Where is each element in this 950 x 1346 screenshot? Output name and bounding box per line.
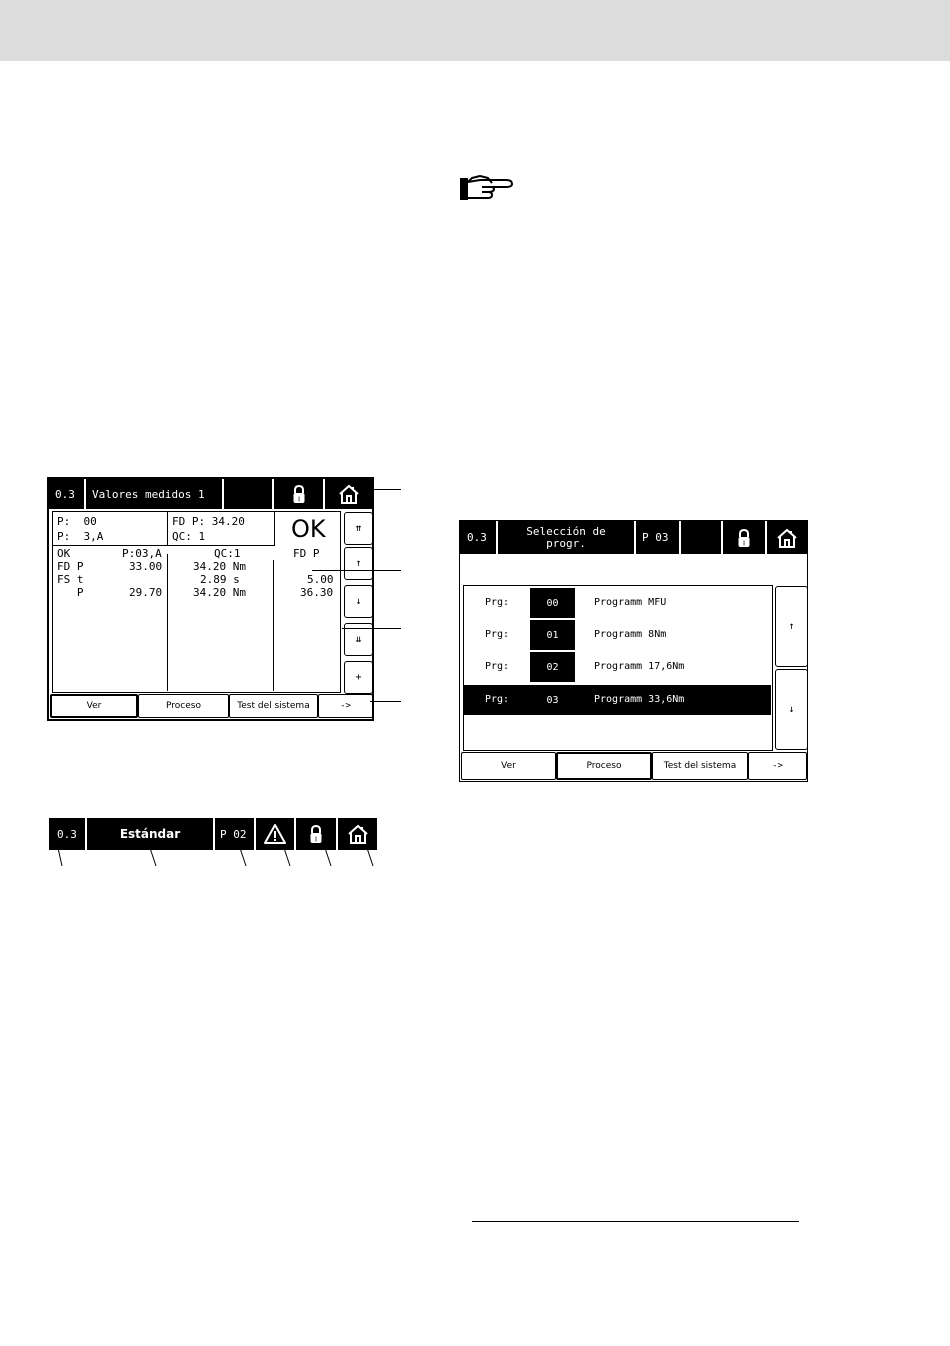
row-value: 36.30 — [300, 586, 334, 599]
tab-next[interactable]: -> — [748, 752, 807, 780]
lock-icon[interactable] — [723, 521, 767, 554]
page-up-button[interactable]: ⇈ — [344, 512, 373, 545]
row-label: FD P — [57, 560, 84, 573]
table-header-status: OK — [57, 547, 71, 560]
home-icon[interactable] — [325, 479, 372, 509]
row-value: 5.00 — [307, 573, 334, 586]
row-label: Prg: — [485, 597, 510, 608]
program-number: 01 — [530, 620, 575, 650]
program-name: Programm 17,6Nm — [594, 661, 685, 672]
row-label: Prg: — [485, 629, 510, 640]
row-label: FS t — [57, 573, 84, 586]
page-header-band — [0, 0, 950, 61]
callout-ticks — [49, 846, 384, 868]
svg-text:I: I — [742, 539, 746, 547]
svg-text:I: I — [314, 835, 318, 844]
screen-measured-values — [47, 477, 374, 721]
screen-title: Valores medidos 1 — [86, 479, 224, 509]
program-indicator: P 03 — [636, 521, 681, 554]
row-value: 2.89 s — [200, 573, 240, 586]
scroll-up-button[interactable]: ↑ — [775, 586, 808, 667]
program-variant: P: 3,A — [57, 530, 104, 543]
callout-line — [370, 701, 401, 702]
table-header-program: P:03,A — [122, 547, 162, 560]
row-value: 29.70 — [129, 586, 163, 599]
table-header-qc: QC:1 — [214, 547, 241, 560]
measurement-panel — [52, 511, 341, 693]
list-item[interactable] — [467, 652, 771, 682]
row-value: 34.20 Nm — [193, 586, 246, 599]
home-icon[interactable] — [767, 521, 807, 554]
screen-title: Selección de progr. — [498, 521, 636, 554]
menu-code: 0.3 — [49, 818, 87, 850]
row-label: P — [57, 586, 84, 599]
list-item-selected[interactable] — [464, 685, 771, 715]
scroll-down-button[interactable]: ↓ — [344, 585, 373, 618]
page-down-button[interactable]: ⇊ — [344, 623, 373, 656]
svg-text:I: I — [297, 495, 300, 504]
result-ok: OK — [291, 515, 326, 543]
list-item[interactable] — [467, 620, 771, 650]
separator-line — [472, 1221, 799, 1222]
program-name: Programm 8Nm — [594, 629, 667, 640]
mode-label: Estándar — [87, 818, 215, 850]
scroll-down-button[interactable]: ↓ — [775, 669, 808, 750]
program-name: Programm 33,6Nm — [594, 694, 685, 705]
tab-test-del-sistema[interactable]: Test del sistema — [652, 752, 748, 780]
add-button[interactable]: + — [344, 661, 373, 694]
tab-next[interactable]: -> — [318, 694, 373, 718]
screen-header — [49, 479, 372, 509]
qc-value: QC: 1 — [172, 530, 206, 543]
list-item[interactable] — [467, 588, 771, 618]
row-value: 33.00 — [129, 560, 163, 573]
program-list — [463, 585, 773, 751]
header-blank-cell — [224, 479, 274, 509]
tab-ver[interactable]: Ver — [461, 752, 556, 780]
tab-ver[interactable]: Ver — [50, 694, 138, 718]
row-label: Prg: — [485, 694, 510, 705]
lock-icon[interactable] — [274, 479, 325, 509]
program-indicator: P 02 — [215, 818, 256, 850]
menu-code: 0.3 — [49, 479, 86, 509]
row-value: 34.20 Nm — [193, 560, 246, 573]
program-number: 02 — [530, 652, 575, 682]
header-blank-cell — [681, 521, 723, 554]
scroll-up-button[interactable]: ↑ — [344, 547, 373, 580]
callout-line — [342, 628, 401, 629]
screen-program-selection — [459, 520, 808, 782]
pointing-hand-icon — [458, 174, 522, 204]
row-label: Prg: — [485, 661, 510, 672]
final-torque: FD P: 34.20 — [172, 515, 245, 528]
program-name: Programm MFU — [594, 597, 667, 608]
program-value: P: 00 — [57, 515, 97, 528]
program-number: 03 — [530, 685, 575, 715]
screen-header — [460, 521, 807, 554]
callout-line — [368, 489, 401, 490]
table-header-fdp: FD P — [293, 547, 320, 560]
tab-proceso[interactable]: Proceso — [138, 694, 229, 718]
program-number: 00 — [530, 588, 575, 618]
tab-test-del-sistema[interactable]: Test del sistema — [229, 694, 318, 718]
tab-proceso[interactable]: Proceso — [556, 752, 652, 780]
menu-code: 0.3 — [460, 521, 498, 554]
callout-line — [312, 570, 401, 571]
